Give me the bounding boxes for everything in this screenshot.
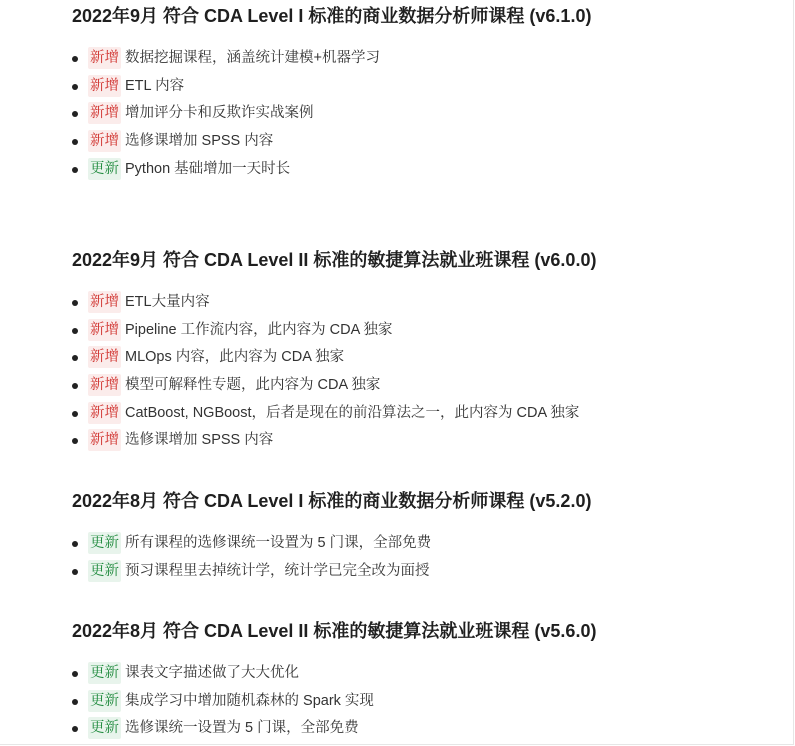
list-item: [72, 427, 772, 455]
bullet-icon: [72, 569, 78, 575]
item-text: 增加评分卡和反欺诈实战案例: [125, 105, 314, 122]
section-title: 2022年9月 符合 CDA Level I 标准的商业数据分析师课程 (v6.1.0): [72, 6, 592, 26]
new-tag: 新增: [88, 291, 121, 313]
item-text: 数据挖掘课程，涵盖统计建模+机器学习: [125, 50, 380, 66]
item-text: MLOps 内容，此内容为 CDA 独家: [125, 349, 345, 366]
list-item: [72, 344, 772, 372]
list-item: [72, 100, 772, 128]
list-item: [72, 530, 772, 558]
bullet-icon: [72, 355, 78, 361]
list-item: [72, 317, 772, 345]
list-item: [72, 289, 772, 317]
bullet-icon: [72, 383, 78, 389]
changelog-section-v6-0-0: [72, 245, 772, 455]
item-text: 选修课增加 SPSS 内容: [125, 133, 274, 150]
new-tag: 新增: [88, 319, 121, 341]
list-item: [72, 660, 772, 688]
new-tag: 新增: [88, 402, 121, 424]
change-list: [72, 660, 772, 743]
item-text: CatBoost, NGBoost，后者是现在的前沿算法之一，此内容为 CDA 独家: [125, 404, 580, 421]
item-text: 集成学习中增加随机森林的 Spark 实现: [125, 692, 374, 709]
new-tag: 新增: [88, 429, 121, 451]
new-tag: 新增: [88, 75, 121, 97]
list-item: [72, 73, 772, 101]
bullet-icon: [72, 726, 78, 732]
bullet-icon: [72, 139, 78, 145]
list-item: [72, 128, 772, 156]
change-list: [72, 45, 772, 183]
change-list: [72, 289, 772, 455]
section-title: 2022年8月 符合 CDA Level I 标准的商业数据分析师课程 (v5.2.0): [72, 491, 592, 511]
update-tag: 更新: [88, 717, 121, 739]
item-text: 预习课程里去掉统计学，统计学已完全改为面授: [125, 562, 430, 579]
bullet-icon: [72, 56, 78, 62]
new-tag: 新增: [88, 346, 121, 368]
item-text: Pipeline 工作流内容，此内容为 CDA 独家: [125, 321, 393, 338]
list-item: [72, 715, 772, 743]
item-text: 选修课增加 SPSS 内容: [125, 432, 274, 449]
bullet-icon: [72, 411, 78, 417]
bullet-icon: [72, 84, 78, 90]
new-tag: 新增: [88, 47, 121, 69]
section-title: 2022年9月 符合 CDA Level II 标准的敏捷算法就业班课程 (v6.0.0): [72, 250, 597, 270]
item-text: 模型可解释性专题，此内容为 CDA 独家: [125, 377, 381, 394]
list-item: [72, 688, 772, 716]
list-item: [72, 156, 772, 184]
update-tag: 更新: [88, 560, 121, 582]
bullet-icon: [72, 438, 78, 444]
new-tag: 新增: [88, 130, 121, 152]
list-item: [72, 45, 772, 73]
item-text: 选修课统一设置为 5 门课，全部免费: [125, 720, 359, 737]
update-tag: 更新: [88, 662, 121, 684]
item-text: 课表文字描述做了大大优化: [125, 665, 299, 681]
item-text: Python 基础增加一天时长: [125, 160, 291, 177]
list-item: [72, 372, 772, 400]
item-text: 所有课程的选修课统一设置为 5 门课，全部免费: [125, 535, 432, 551]
bullet-icon: [72, 111, 78, 117]
change-list: [72, 530, 772, 585]
update-tag: 更新: [88, 158, 121, 180]
list-item: [72, 558, 772, 586]
new-tag: 新增: [88, 374, 121, 396]
update-tag: 更新: [88, 690, 121, 712]
section-title: 2022年8月 符合 CDA Level II 标准的敏捷算法就业班课程 (v5.6.0): [72, 621, 597, 641]
bullet-icon: [72, 699, 78, 705]
new-tag: 新增: [88, 102, 121, 124]
changelog-section-v5-2-0: [72, 486, 772, 585]
bullet-icon: [72, 300, 78, 306]
item-text: ETL大量内容: [125, 294, 210, 310]
bullet-icon: [72, 671, 78, 677]
bullet-icon: [72, 167, 78, 173]
update-tag: 更新: [88, 532, 121, 554]
bullet-icon: [72, 541, 78, 547]
item-text: ETL 内容: [125, 77, 185, 94]
list-item: [72, 400, 772, 428]
bullet-icon: [72, 328, 78, 334]
changelog-section-v5-6-0: [72, 616, 772, 743]
changelog-section-v6-1-0: [72, 1, 772, 183]
